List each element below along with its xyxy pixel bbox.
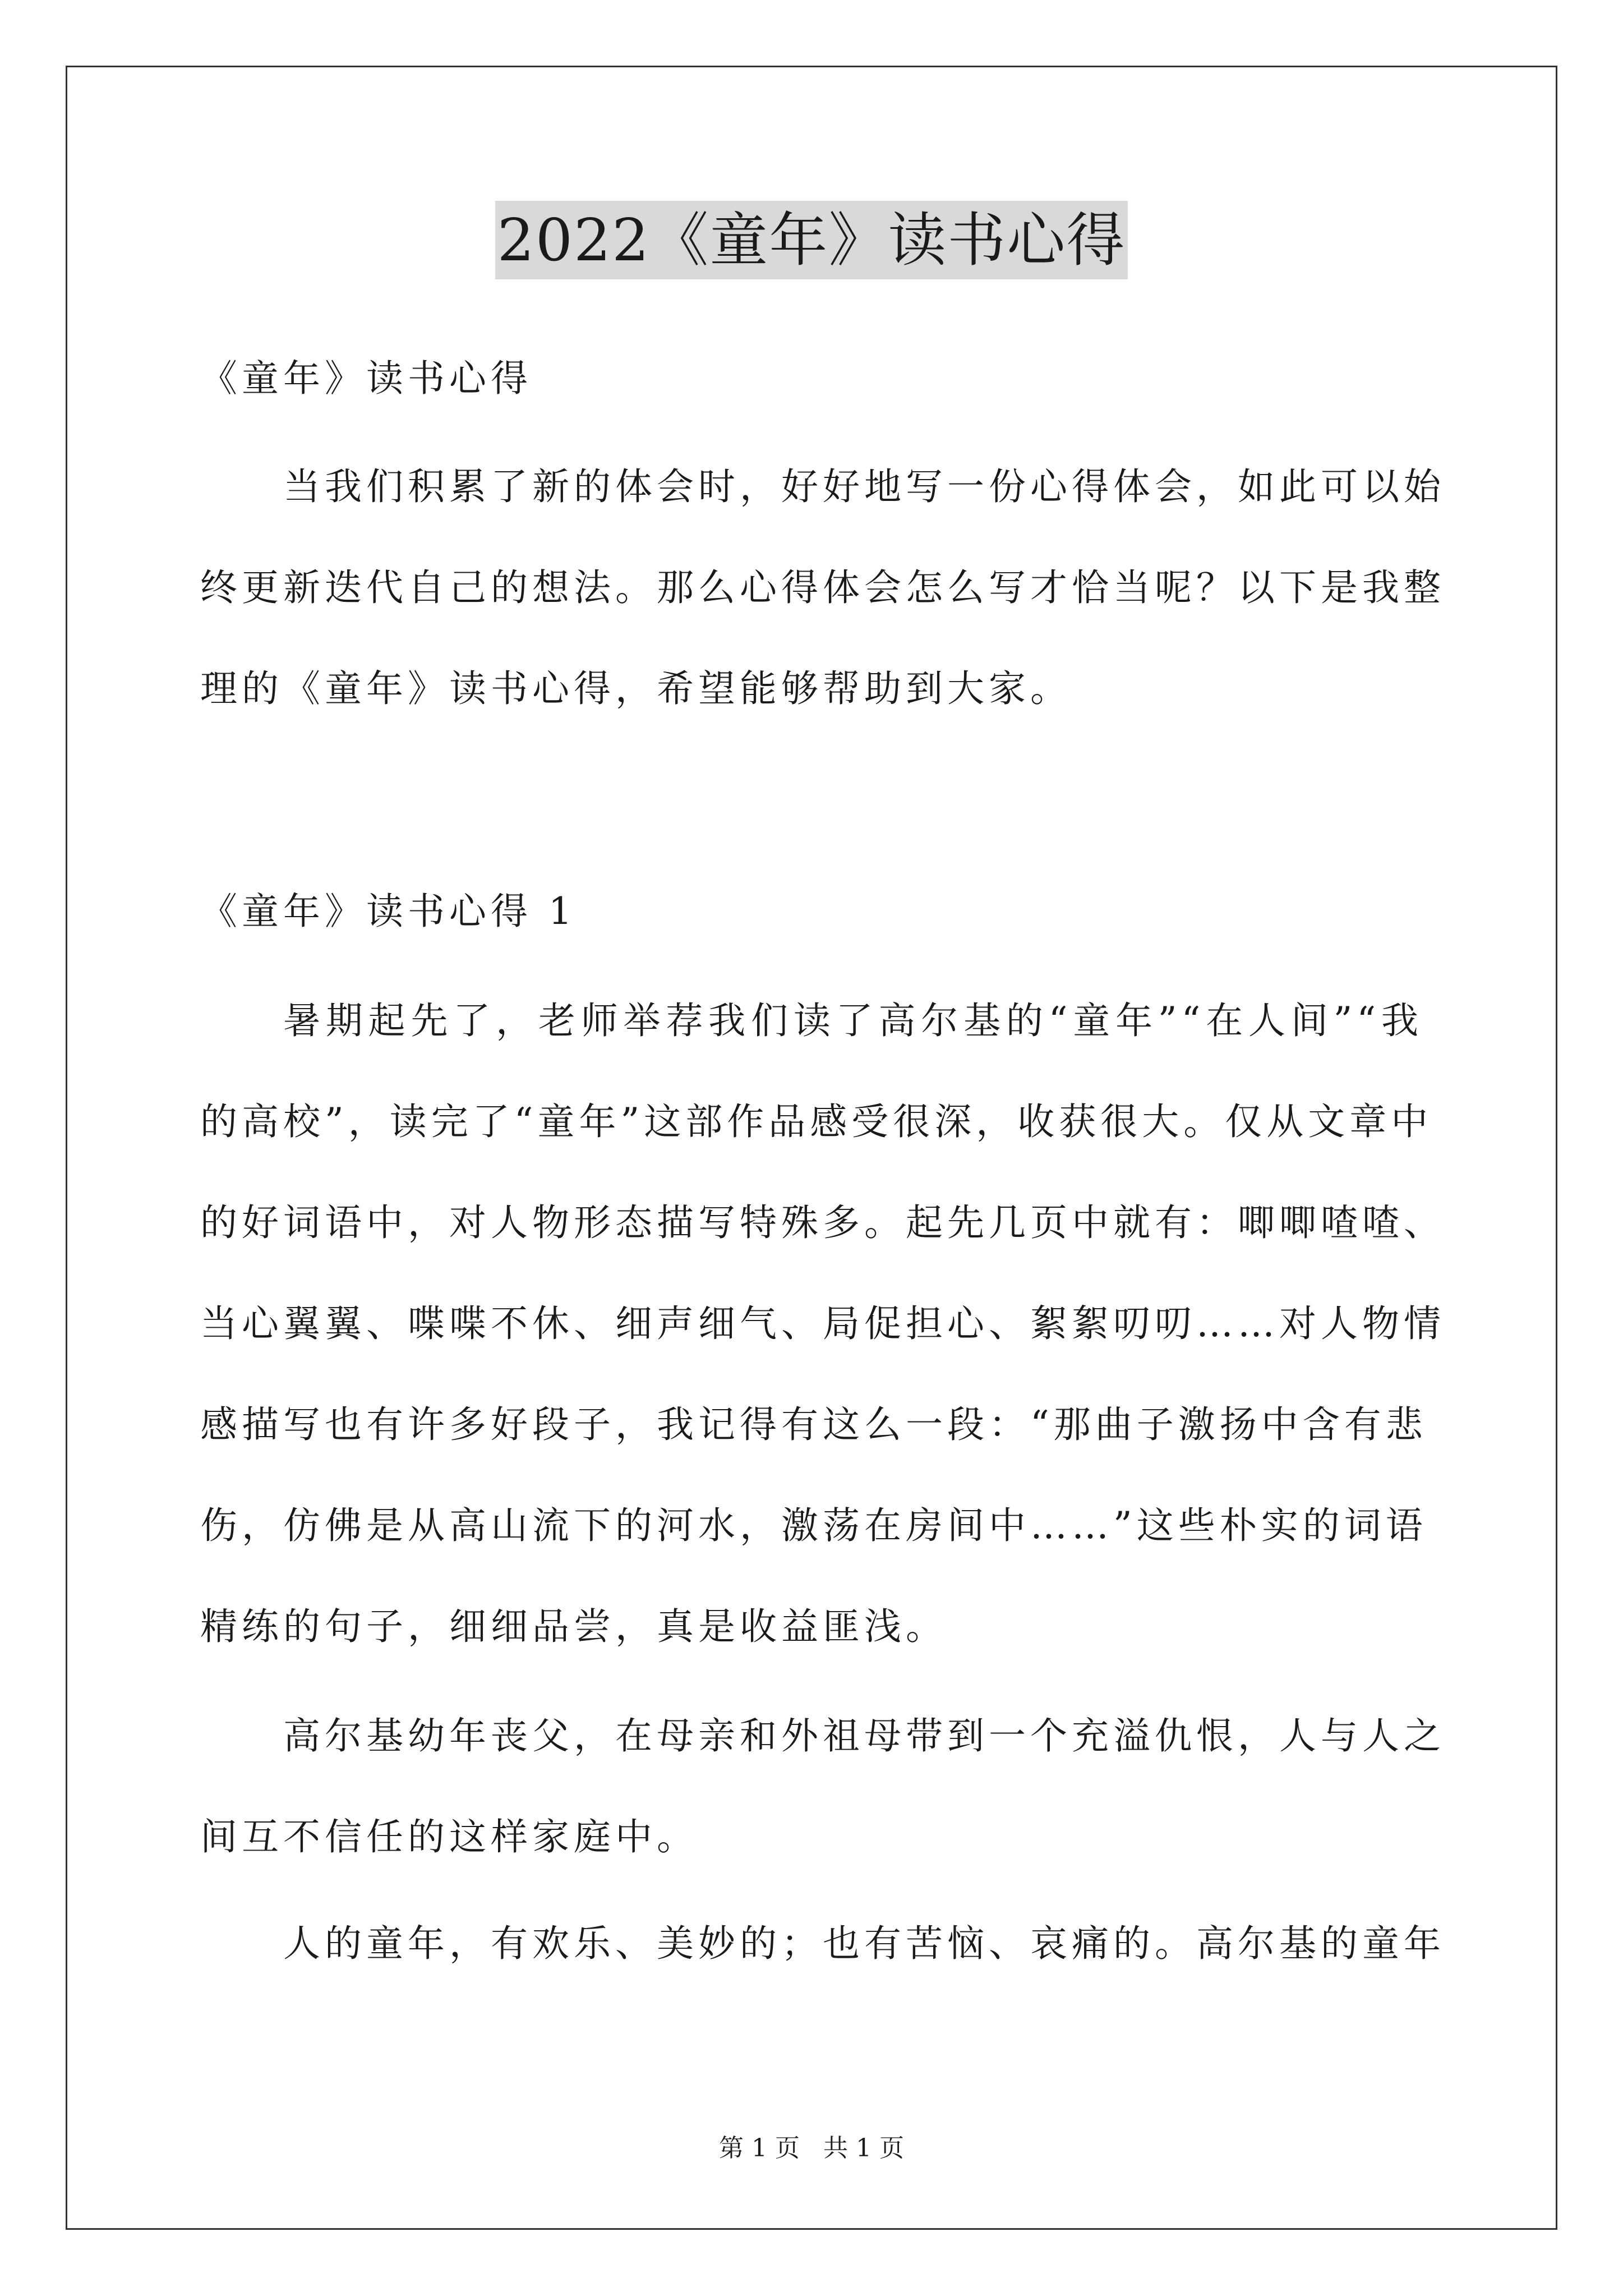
section1-paragraph-3 [200, 1893, 1445, 1994]
para1-line-6: 伤，仿佛是从高山流下的河水，激荡在房间中……”这些朴实的词语 [200, 1504, 1427, 1547]
para1-line-7: 精练的句子，细细品尝，真是收益匪浅。 [200, 1605, 947, 1648]
page-footer: 第 1 页 共 1 页 [719, 2134, 904, 2162]
document-title: 2022《童年》读书心得 [495, 201, 1128, 279]
intro-paragraph [200, 436, 1445, 739]
intro-line-3: 理的《童年》读书心得，希望能够帮助到大家。 [200, 667, 1072, 710]
para1-line-5: 感描写也有许多好段子，我记得有这么一段：“那曲子激扬中含有悲 [200, 1403, 1427, 1446]
para1-line-4: 当心翼翼、喋喋不休、细声细气、局促担心、絮絮叨叨……对人物情 [200, 1302, 1445, 1345]
intro-line-1: 当我们积累了新的体会时，好好地写一份心得体会，如此可以始 [283, 465, 1445, 508]
para1-line-2: 的高校”，读完了“童年”这部作品感受很深，收获很大。仅从文章中 [200, 1100, 1433, 1143]
section1-paragraph-2 [200, 1686, 1445, 1888]
para3-line-1: 人的童年，有欢乐、美妙的；也有苦恼、哀痛的。高尔基的童年 [283, 1922, 1445, 1965]
para2-line-1: 高尔基幼年丧父，在母亲和外祖母带到一个充溢仇恨，人与人之 [283, 1714, 1445, 1757]
para2-line-2: 间互不信任的这样家庭中。 [200, 1815, 698, 1858]
section1-heading: 《童年》读书心得 1 [200, 890, 577, 933]
intro-heading: 《童年》读书心得 [200, 357, 532, 400]
para1-line-3: 的好词语中，对人物形态描写特殊多。起先几页中就有：唧唧喳喳、 [200, 1201, 1445, 1244]
intro-line-2: 终更新迭代自己的想法。那么心得体会怎么写才恰当呢？以下是我整 [200, 566, 1445, 609]
section1-paragraph-1 [200, 970, 1445, 1677]
para1-line-1: 暑期起先了，老师举荐我们读了高尔基的“童年”“在人间”“我 [283, 999, 1423, 1042]
title-container [0, 201, 1623, 279]
